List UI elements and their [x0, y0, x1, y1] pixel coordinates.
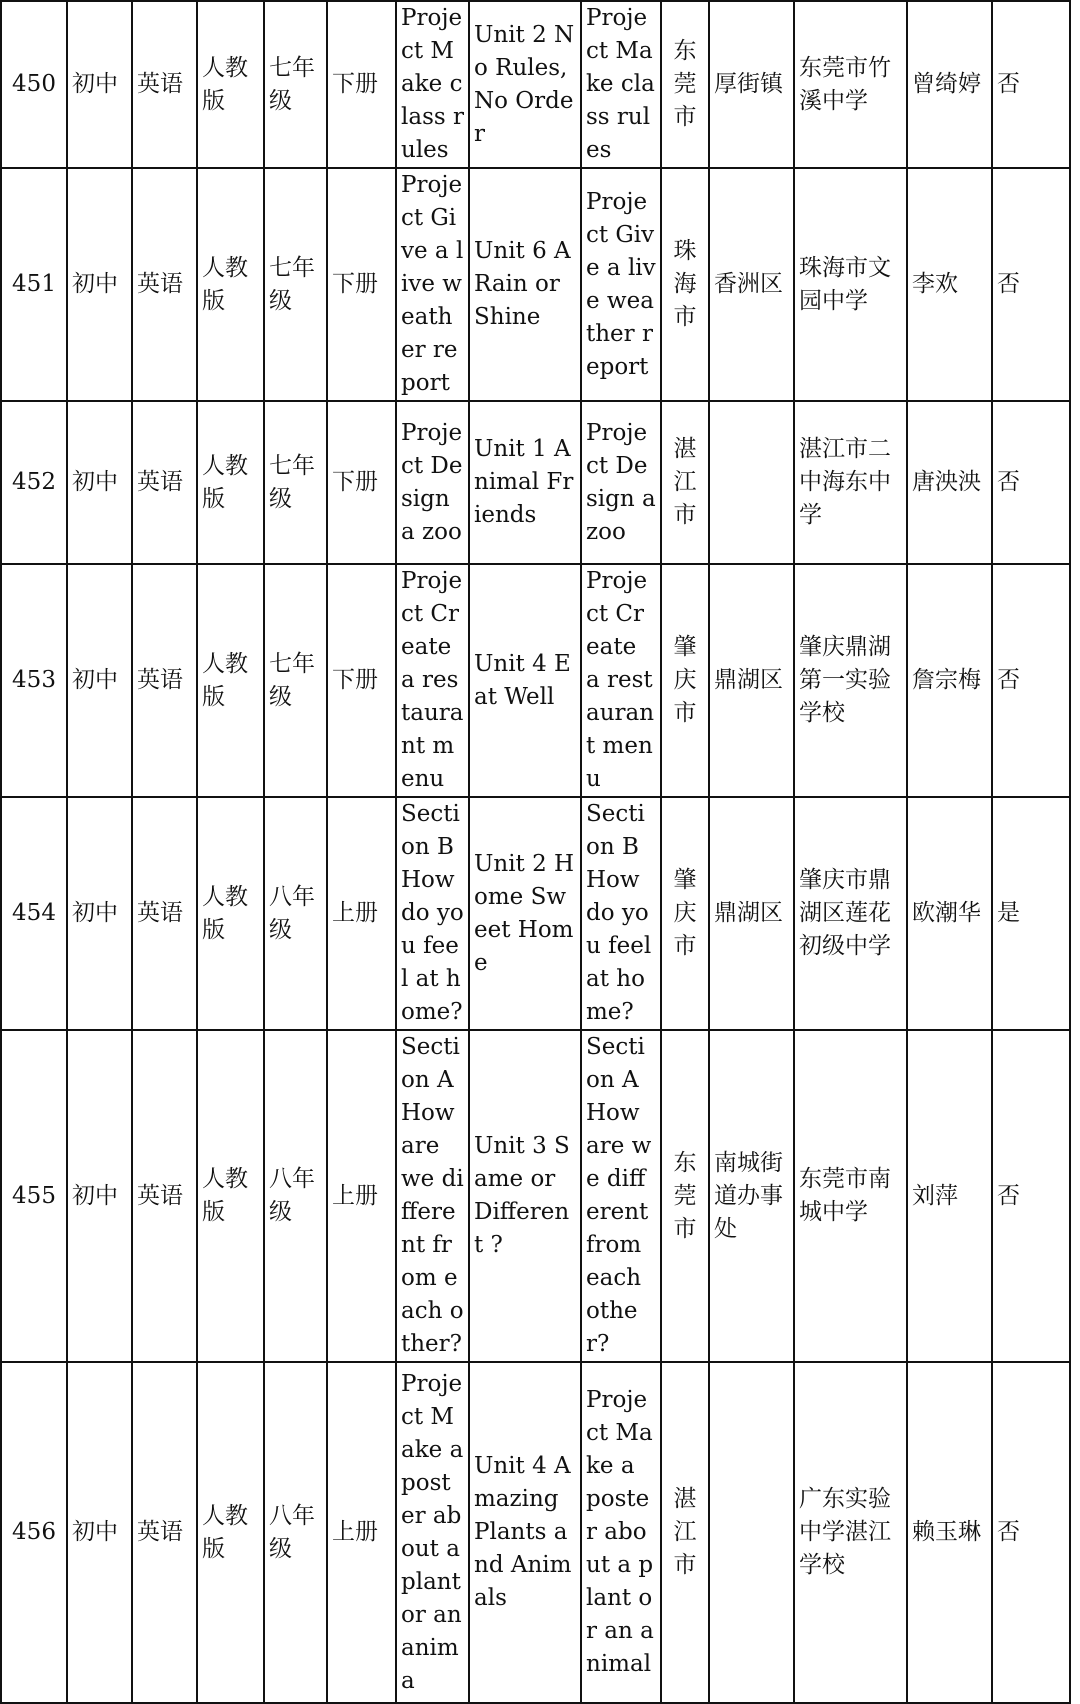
teacher-cell: 曾绮婷: [907, 1, 992, 168]
school-level-cell: 初中: [67, 564, 132, 797]
unit-cell: Unit 6 A Rain or Shine: [469, 168, 581, 401]
project-cell: Project Give a live weather report: [396, 168, 469, 401]
school-cell: 东莞市竹溪中学: [794, 1, 907, 168]
grade-cell: 八年级: [264, 1362, 327, 1703]
school-level-cell: 初中: [67, 401, 132, 564]
school-cell: 肇庆市鼎湖区莲花初级中学: [794, 797, 907, 1030]
flag-cell: 是: [992, 797, 1070, 1030]
school-cell: 肇庆鼎湖第一实验学校: [794, 564, 907, 797]
lesson-cell: Section A How are we different from each other?: [581, 1030, 661, 1362]
project-cell: Project Make class rules: [396, 1, 469, 168]
subject-cell: 英语: [132, 564, 197, 797]
unit-cell: Unit 3 Same or Different ?: [469, 1030, 581, 1362]
project-cell: Project Create a restaurant menu: [396, 564, 469, 797]
unit-cell: Unit 4 Amazing Plants and Animals: [469, 1362, 581, 1703]
table-row: [1, 1362, 1070, 1703]
edition-cell: 人教版: [197, 1, 264, 168]
district-cell: [709, 401, 794, 564]
lesson-cell: Project Make a poster about a plant or an animal: [581, 1362, 661, 1703]
city-cell: 湛江市: [661, 401, 709, 564]
table-row: [1, 1030, 1070, 1362]
table-row: [1, 401, 1070, 564]
project-cell: Project Make a poster about a plant or an anima: [396, 1362, 469, 1703]
project-cell: Section A How are we different from each other?: [396, 1030, 469, 1362]
grade-cell: 七年级: [264, 1, 327, 168]
city-cell: 东莞市: [661, 1, 709, 168]
row-number-cell: 450: [1, 1, 67, 168]
flag-cell: 否: [992, 1030, 1070, 1362]
school-level-cell: 初中: [67, 168, 132, 401]
volume-cell: 上册: [327, 797, 396, 1030]
lesson-cell: Project Give a live weather report: [581, 168, 661, 401]
volume-cell: 下册: [327, 1, 396, 168]
edition-cell: 人教版: [197, 564, 264, 797]
table-row: [1, 797, 1070, 1030]
grade-cell: 七年级: [264, 401, 327, 564]
school-level-cell: 初中: [67, 1362, 132, 1703]
teacher-cell: 李欢: [907, 168, 992, 401]
table-row: [1, 564, 1070, 797]
subject-cell: 英语: [132, 1030, 197, 1362]
unit-cell: Unit 1 Animal Friends: [469, 401, 581, 564]
school-cell: 广东实验中学湛江学校: [794, 1362, 907, 1703]
grade-cell: 八年级: [264, 1030, 327, 1362]
flag-cell: 否: [992, 564, 1070, 797]
subject-cell: 英语: [132, 168, 197, 401]
edition-cell: 人教版: [197, 1362, 264, 1703]
unit-cell: Unit 2 Home Sweet Home: [469, 797, 581, 1030]
teacher-cell: 唐泱泱: [907, 401, 992, 564]
district-cell: 厚街镇: [709, 1, 794, 168]
district-cell: 南城街道办事处: [709, 1030, 794, 1362]
grade-cell: 七年级: [264, 564, 327, 797]
flag-cell: 否: [992, 1, 1070, 168]
row-number-cell: 453: [1, 564, 67, 797]
table-row: [1, 1, 1070, 168]
city-cell: 东莞市: [661, 1030, 709, 1362]
school-level-cell: 初中: [67, 797, 132, 1030]
unit-cell: Unit 2 No Rules, No Order: [469, 1, 581, 168]
teacher-cell: 赖玉琳: [907, 1362, 992, 1703]
row-number-cell: 451: [1, 168, 67, 401]
subject-cell: 英语: [132, 797, 197, 1030]
unit-cell: Unit 4 Eat Well: [469, 564, 581, 797]
grade-cell: 八年级: [264, 797, 327, 1030]
volume-cell: 上册: [327, 1362, 396, 1703]
teacher-cell: 詹宗梅: [907, 564, 992, 797]
lesson-cell: Section B How do you feel at home?: [581, 797, 661, 1030]
lesson-cell: Project Create a restaurant menu: [581, 564, 661, 797]
district-cell: 鼎湖区: [709, 564, 794, 797]
flag-cell: 否: [992, 401, 1070, 564]
lesson-cell: Project Design a zoo: [581, 401, 661, 564]
volume-cell: 下册: [327, 401, 396, 564]
row-number-cell: 454: [1, 797, 67, 1030]
project-cell: Project Design a zoo: [396, 401, 469, 564]
school-cell: 东莞市南城中学: [794, 1030, 907, 1362]
edition-cell: 人教版: [197, 1030, 264, 1362]
edition-cell: 人教版: [197, 168, 264, 401]
school-cell: 湛江市二中海东中学: [794, 401, 907, 564]
school-cell: 珠海市文园中学: [794, 168, 907, 401]
lesson-cell: Project Make class rules: [581, 1, 661, 168]
table-body: [1, 1, 1070, 1703]
subject-cell: 英语: [132, 1362, 197, 1703]
row-number-cell: 456: [1, 1362, 67, 1703]
teacher-cell: 刘萍: [907, 1030, 992, 1362]
district-cell: [709, 1362, 794, 1703]
project-cell: Section B How do you feel at home?: [396, 797, 469, 1030]
subject-cell: 英语: [132, 1, 197, 168]
row-number-cell: 455: [1, 1030, 67, 1362]
school-level-cell: 初中: [67, 1030, 132, 1362]
table-row: [1, 168, 1070, 401]
edition-cell: 人教版: [197, 401, 264, 564]
edition-cell: 人教版: [197, 797, 264, 1030]
city-cell: 珠海市: [661, 168, 709, 401]
grade-cell: 七年级: [264, 168, 327, 401]
school-level-cell: 初中: [67, 1, 132, 168]
volume-cell: 上册: [327, 1030, 396, 1362]
city-cell: 湛江市: [661, 1362, 709, 1703]
volume-cell: 下册: [327, 564, 396, 797]
flag-cell: 否: [992, 1362, 1070, 1703]
flag-cell: 否: [992, 168, 1070, 401]
district-cell: 香洲区: [709, 168, 794, 401]
city-cell: 肇庆市: [661, 797, 709, 1030]
row-number-cell: 452: [1, 401, 67, 564]
district-cell: 鼎湖区: [709, 797, 794, 1030]
teacher-cell: 欧潮华: [907, 797, 992, 1030]
city-cell: 肇庆市: [661, 564, 709, 797]
volume-cell: 下册: [327, 168, 396, 401]
subject-cell: 英语: [132, 401, 197, 564]
